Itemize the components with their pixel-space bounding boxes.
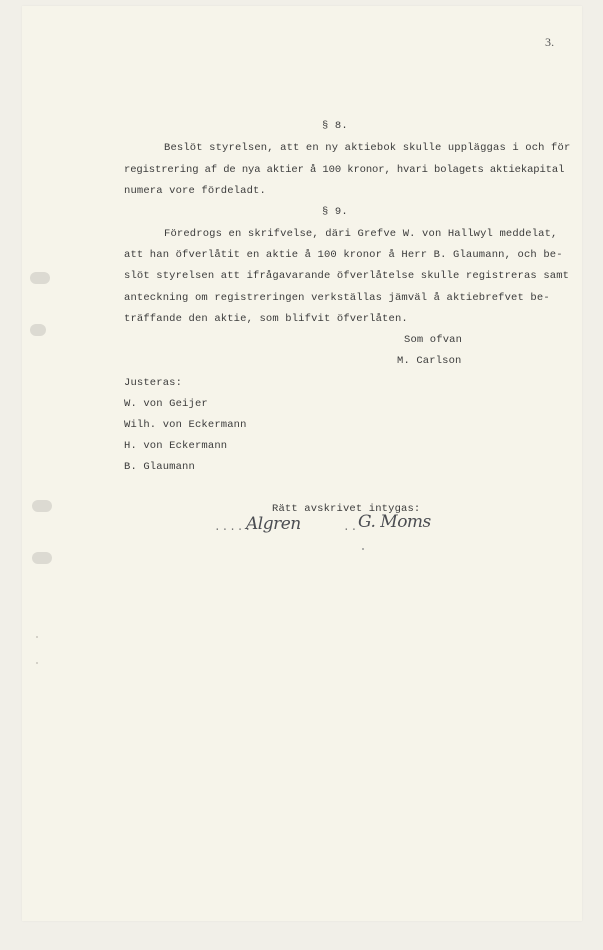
signature-1: Algren — [246, 514, 301, 534]
margin-mark-1 — [36, 636, 38, 638]
justeras-name-2: Wilh. von Eckermann — [124, 419, 247, 431]
justeras-name-4: B. Glaumann — [124, 461, 195, 473]
section-8-line-1: Beslöt styrelsen, att en ny aktiebok skulle uppläggas i och för — [164, 142, 571, 154]
punch-hole-1 — [30, 272, 50, 284]
certification-text: Rätt avskrivet intygas: — [272, 503, 421, 515]
section-8-heading: § 8. — [322, 120, 348, 132]
margin-mark-2 — [36, 662, 38, 664]
section-9-line-4: anteckning om registreringen verkställas jämväl å aktiebrefvet be- — [124, 292, 550, 304]
section-9-line-5: träffande den aktie, som blifvit öfverlåten. — [124, 313, 408, 325]
signature-2: G. Moms — [358, 512, 431, 532]
section-9-line-1: Föredrogs en skrifvelse, däri Grefve W. von Hallwyl meddelat, — [164, 228, 558, 240]
justeras-name-1: W. von Geijer — [124, 398, 208, 410]
punch-hole-4 — [32, 552, 52, 564]
justeras-name-3: H. von Eckermann — [124, 440, 228, 452]
section-8-line-3: numera vore fördeladt. — [124, 185, 266, 197]
section-8-line-2: registrering af de nya aktier å 100 kronor, hvari bolagets aktiekapital — [124, 164, 565, 176]
secretary-name: M. Carlson — [397, 355, 462, 367]
som-ofvan: Som ofvan — [404, 334, 463, 346]
justeras-label: Justeras: — [124, 377, 183, 389]
signature-dots-left: ..... — [214, 522, 253, 534]
section-9-heading: § 9. — [322, 206, 348, 218]
page-number: 3. — [545, 35, 555, 49]
punch-hole-2 — [30, 324, 46, 336]
section-9-line-3: slöt styrelsen att ifrågavarande öfverlåtelse skulle registreras samt — [124, 270, 570, 282]
punch-hole-3 — [32, 500, 52, 512]
section-9-line-2: att han öfverlåtit en aktie å 100 kronor å Herr B. Glaumann, och be- — [124, 249, 563, 261]
ink-dot — [362, 548, 364, 550]
signature-dots-middle: .. — [343, 522, 359, 534]
